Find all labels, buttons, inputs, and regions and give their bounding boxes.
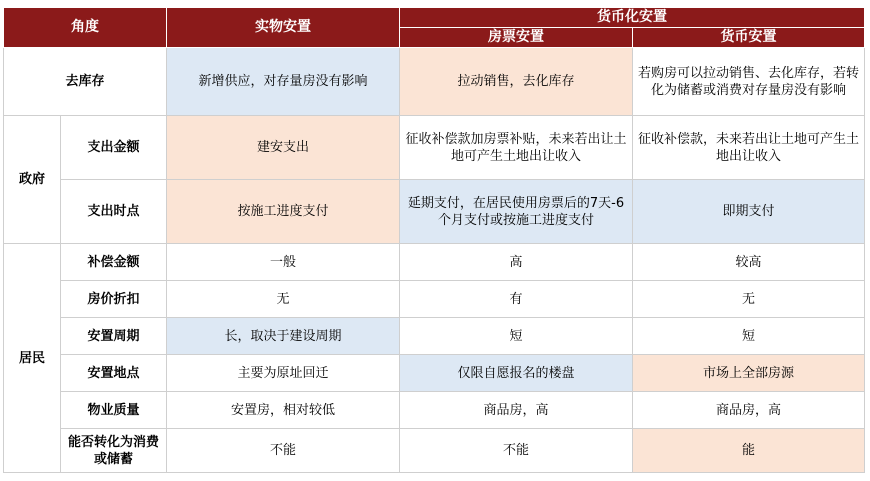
row-label-compensation: 补偿金额 (61, 244, 167, 281)
row-label-spend-time: 支出时点 (61, 180, 167, 244)
header-cash-resettlement: 货币安置 (633, 28, 865, 48)
cell-location-cash: 市场上全部房源 (633, 355, 865, 392)
header-angle: 角度 (4, 8, 167, 48)
cell-property-quality-physical: 安置房，相对较低 (167, 392, 400, 429)
cell-spend-amount-cash: 征收补偿款，未来若出让土地可产生土地出让收入 (633, 116, 865, 180)
cell-convertibility-voucher: 不能 (400, 429, 633, 473)
cell-price-discount-cash: 无 (633, 281, 865, 318)
cell-convertibility-cash: 能 (633, 429, 865, 473)
group-label-residents: 居民 (4, 244, 61, 473)
cell-property-quality-cash: 商品房，高 (633, 392, 865, 429)
group-label-government: 政府 (4, 116, 61, 244)
header-physical-resettlement: 实物安置 (167, 8, 400, 48)
cell-destock-voucher: 拉动销售，去化库存 (400, 48, 633, 116)
cell-property-quality-voucher: 商品房，高 (400, 392, 633, 429)
row-label-destock: 去库存 (4, 48, 167, 116)
header-voucher-resettlement: 房票安置 (400, 28, 633, 48)
cell-resettlement-cycle-physical: 长，取决于建设周期 (167, 318, 400, 355)
cell-resettlement-cycle-cash: 短 (633, 318, 865, 355)
cell-spend-amount-physical: 建安支出 (167, 116, 400, 180)
row-label-property-quality: 物业质量 (61, 392, 167, 429)
row-label-location: 安置地点 (61, 355, 167, 392)
cell-compensation-cash: 较高 (633, 244, 865, 281)
cell-compensation-voucher: 高 (400, 244, 633, 281)
cell-spend-amount-voucher: 征收补偿款加房票补贴，未来若出让土地可产生土地出让收入 (400, 116, 633, 180)
cell-convertibility-physical: 不能 (167, 429, 400, 473)
cell-location-voucher: 仅限自愿报名的楼盘 (400, 355, 633, 392)
comparison-table-wrapper (3, 7, 865, 473)
cell-location-physical: 主要为原址回迁 (167, 355, 400, 392)
row-label-spend-amount: 支出金额 (61, 116, 167, 180)
cell-spend-time-voucher: 延期支付，在居民使用房票后的7天-6个月支付或按施工进度支付 (400, 180, 633, 244)
cell-price-discount-voucher: 有 (400, 281, 633, 318)
header-monetized-resettlement: 货币化安置 (400, 8, 865, 28)
cell-compensation-physical: 一般 (167, 244, 400, 281)
cell-destock-physical: 新增供应，对存量房没有影响 (167, 48, 400, 116)
cell-spend-time-physical: 按施工进度支付 (167, 180, 400, 244)
row-label-convertibility: 能否转化为消费或储蓄 (61, 429, 167, 473)
resettlement-comparison-table (3, 7, 865, 473)
row-label-resettlement-cycle: 安置周期 (61, 318, 167, 355)
cell-destock-cash: 若购房可以拉动销售、去化库存，若转化为储蓄或消费对存量房没有影响 (633, 48, 865, 116)
cell-price-discount-physical: 无 (167, 281, 400, 318)
cell-spend-time-cash: 即期支付 (633, 180, 865, 244)
cell-resettlement-cycle-voucher: 短 (400, 318, 633, 355)
row-label-price-discount: 房价折扣 (61, 281, 167, 318)
